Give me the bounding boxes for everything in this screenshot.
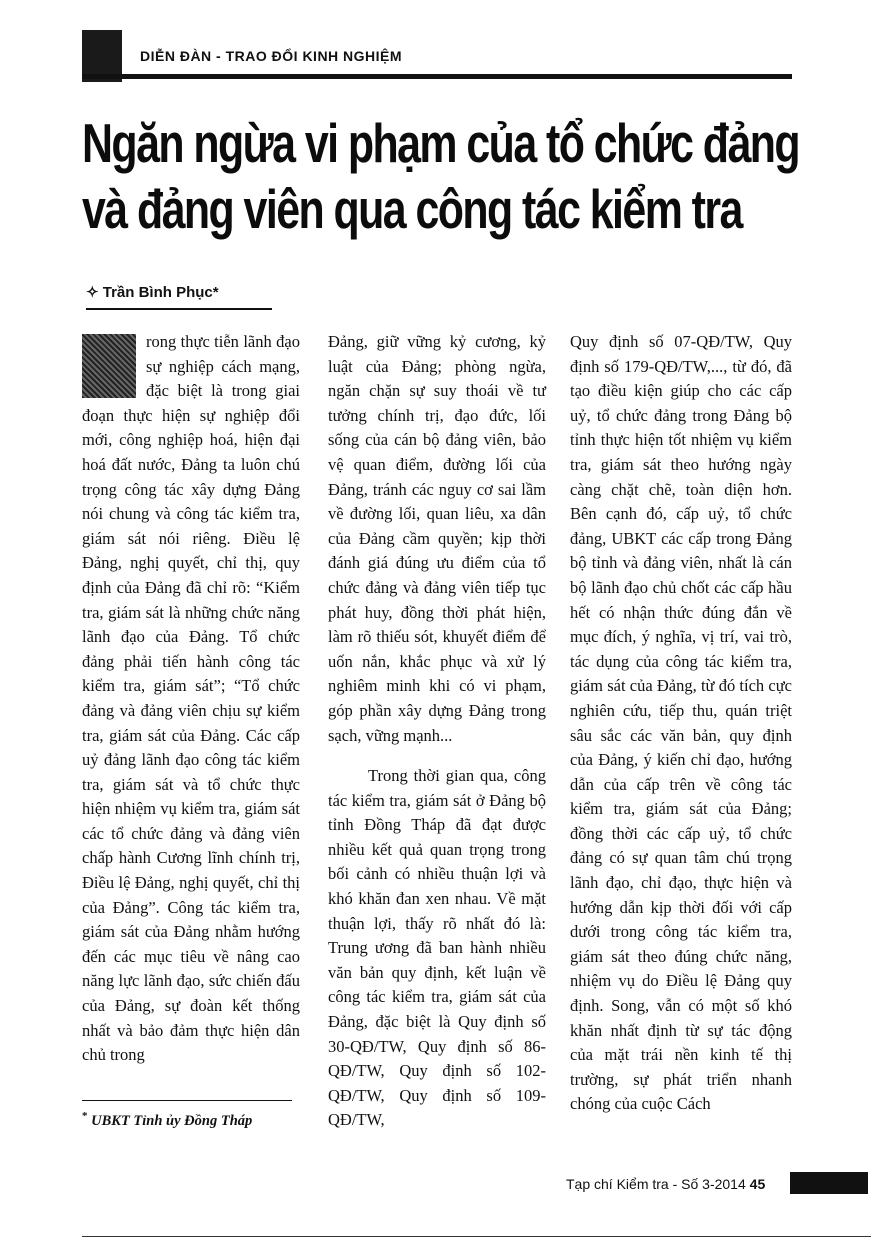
drop-cap-T (82, 334, 136, 398)
footnote-rule (82, 1100, 292, 1101)
column-3-text: Quy định số 07-QĐ/TW, Quy định số 179-QĐ/TW,..., từ đó, đã tạo điều kiện giúp cho các cấp uỷ, tổ chức đảng trong Đảng bộ tỉnh thực hiện tốt nhiệm vụ kiểm tra, giám sát theo hướng ngày càng chặt chẽ, toàn diện hơn. Bên cạnh đó, cấp uỷ, tổ chức đảng, UBKT các cấp trong Đảng bộ tỉnh và đảng viên, nhất là cán bộ lãnh đạo chủ chốt các cấp hầu hết có nhận thức đúng đắn về mục đích, ý nghĩa, vị trí, vai trò, tác dụng của công tác kiểm tra, giám sát của Đảng, từ đó tích cực nghiên cứu, tiếp thu, quán triệt sâu sắc các văn bản, quy định của Đảng, ý kiến chỉ đạo, hướng dẫn của cấp trên về công tác kiểm tra, giám sát của Đảng; đồng thời các cấp uỷ, tổ chức đảng có sự quan tâm chú trọng lãnh đạo, chỉ đạo, thực hiện và hướng dẫn kịp thời đối với cấp dưới trong công tác kiểm tra, giám sát theo đúng chức năng, nhiệm vụ do Điều lệ Đảng quy định. Song, vẫn có một số khó khăn nhất định từ sự tác động của mặt trái nền kinh tế thị trường, sự phát triển nhanh chóng của cuộc Cách (570, 332, 792, 1114)
column-2-paragraph-2: Trong thời gian qua, công tác kiểm tra, giám sát ở Đảng bộ tỉnh Đồng Tháp đã đạt được nhiều kết quả quan trọng trong bối cảnh có nhiều thuận lợi và khó khăn đan xen nhau. Về mặt thuận lợi, thấy rõ nhất đó là: Trung ương đã ban hành nhiều văn bản quy định, kết luận về công tác kiểm tra, giám sát của Đảng, đặc biệt là Quy định số 30-QĐ/TW, Quy định số 86-QĐ/TW, Quy định số 102-QĐ/TW, Quy định số 109-QĐ/TW, (328, 766, 546, 1130)
author-rule (86, 308, 272, 310)
article-title (82, 110, 800, 242)
page-footer (566, 1176, 765, 1192)
page-number: 45 (749, 1176, 766, 1192)
author-byline: ✧ Trần Bình Phục* (86, 284, 219, 301)
header-rule (82, 74, 792, 79)
text-column-2 (328, 330, 546, 1133)
title-line-1: Ngăn ngừa vi phạm của tổ chức đảng (82, 112, 800, 174)
section-header: DIỄN ĐÀN - TRAO ĐỔI KINH NGHIỆM (140, 48, 403, 64)
footnote (82, 1110, 252, 1130)
bottom-rule (82, 1236, 871, 1237)
title-line-2: và đảng viên qua công tác kiểm tra (82, 178, 742, 240)
text-column-3 (570, 330, 792, 1117)
footnote-mark: * (82, 1110, 88, 1122)
footer-marker-graphic (790, 1172, 868, 1194)
journal-name: Tạp chí Kiểm tra - Số 3-2014 (566, 1176, 746, 1192)
column-2-paragraph-1: Đảng, giữ vững kỷ cương, kỷ luật của Đảng; phòng ngừa, ngăn chặn sự suy thoái về tư tưởng chính trị, đạo đức, lối sống của cán bộ đảng viên, bảo vệ quan điểm, đường lối của Đảng, tránh các nguy cơ sai lầm về đường lối, quan liêu, xa dân của Đảng cầm quyền; kịp thời đánh giá đúng ưu điểm của tổ chức đảng và đảng viên tiếp tục phát huy, đồng thời phát hiện, làm rõ thiếu sót, khuyết điểm để uốn nắn, khắc phục và xử lý nghiêm minh khi có vi phạm, góp phần xây dựng Đảng trong sạch, vững mạnh... (328, 332, 546, 745)
footnote-text: UBKT Tỉnh ủy Đồng Tháp (91, 1112, 253, 1129)
column-1-text: rong thực tiễn lãnh đạo sự nghiệp cách mạng, đặc biệt là trong giai đoạn thực hiện sự nghiệp đổi mới, công nghiệp hoá, hiện đại hoá đất nước, Đảng ta luôn chú trọng công tác xây dựng Đảng nói chung và công tác kiểm tra, giám sát nói riêng. Điều lệ Đảng, nghị quyết, chỉ thị, quy định của Đảng đã chỉ rõ: “Kiểm tra, giám sát là những chức năng lãnh đạo của Đảng. Tổ chức đảng phải tiến hành công tác kiểm tra, giám sát”; “Tổ chức đảng và đảng viên chịu sự kiểm tra, giám sát của Đảng. Các cấp uỷ đảng lãnh đạo công tác kiểm tra, giám sát và tổ chức thực hiện nhiệm vụ kiểm tra, giám sát các tổ chức đảng và đảng viên chấp hành Cương lĩnh chính trị, Điều lệ Đảng, nghị quyết, chỉ thị của Đảng”. Công tác kiểm tra, giám sát của Đảng nhằm hướng đến các mục tiêu về nâng cao năng lực lãnh đạo, sức chiến đấu của Đảng, sự đoàn kết thống nhất và bảo đảm thực hiện dân chủ trong (82, 332, 300, 1065)
text-column-1 (82, 330, 300, 1068)
